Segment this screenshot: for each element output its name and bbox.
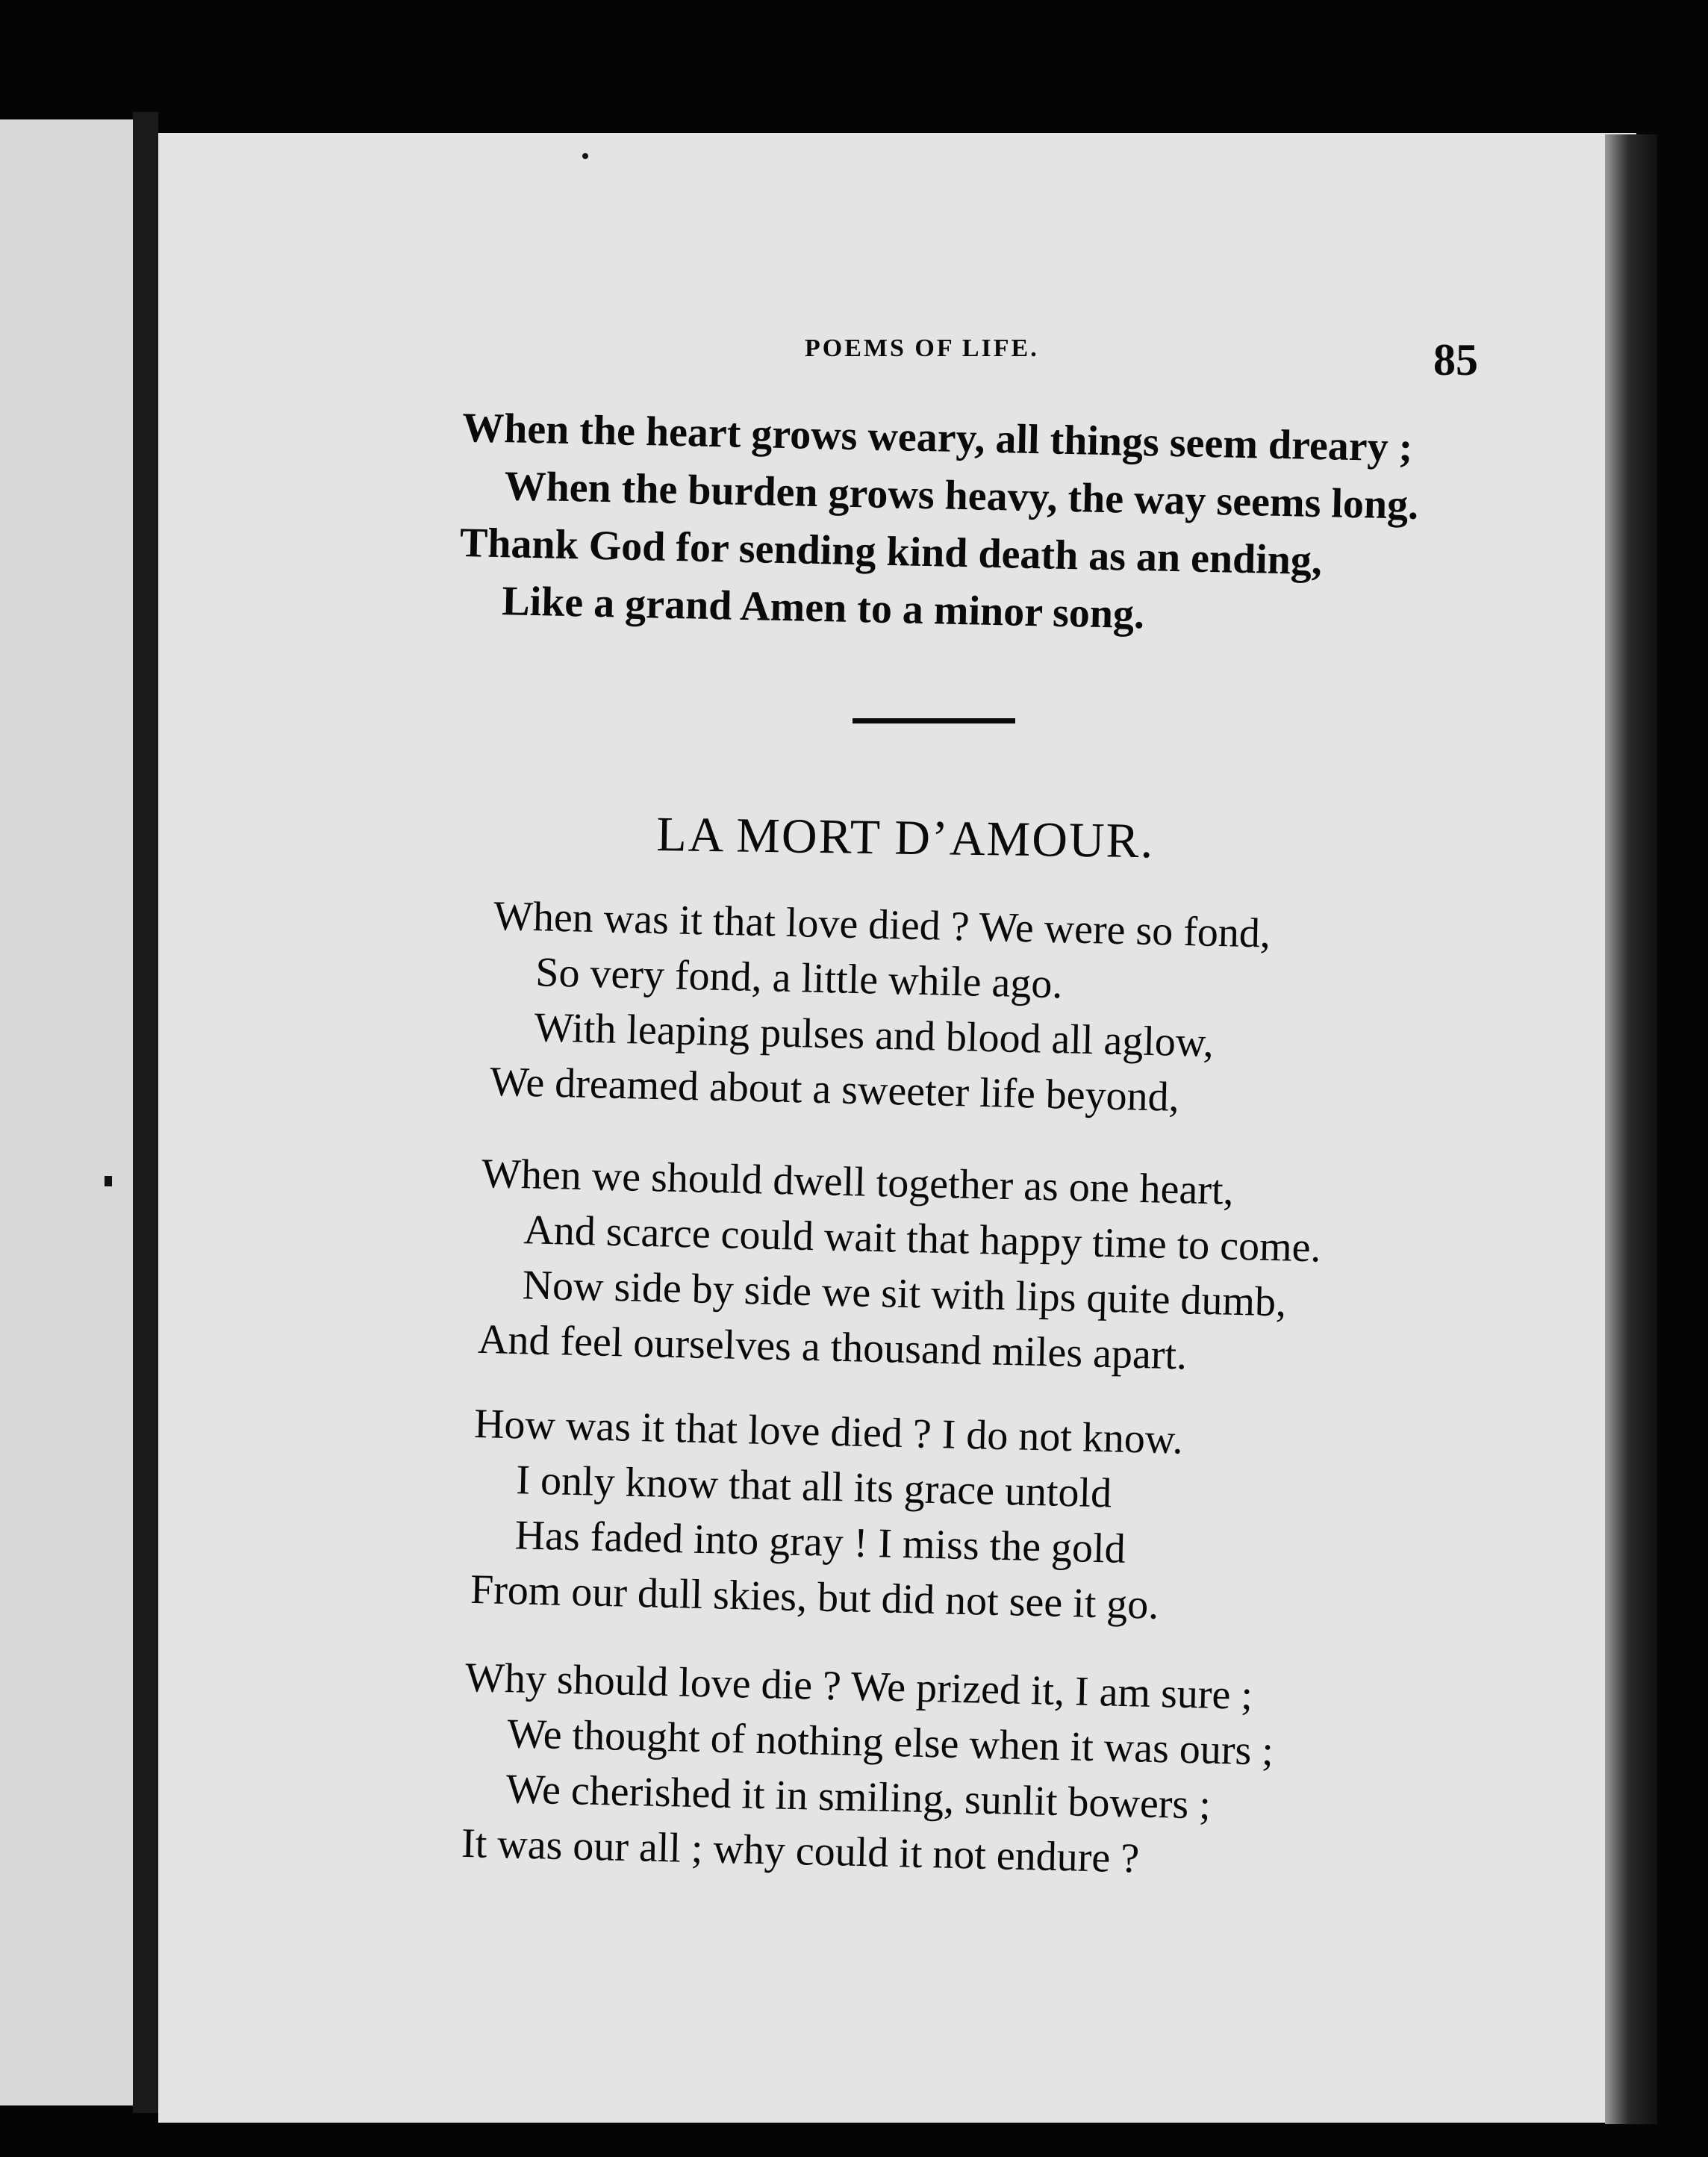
verse-line: We thought of nothing else when it was ours ; [506,1711,1274,1775]
verse-line: When we should dwell together as one heart, [481,1150,1235,1214]
verse-line: We cherished it in smiling, sunlit bowers ; [505,1766,1212,1828]
verse-line: And feel ourselves a thousand miles apart. [477,1316,1188,1379]
verse-line: Now side by side we sit with lips quite dumb, [522,1262,1287,1326]
section-divider-rule [853,718,1015,723]
book-gutter [133,112,158,2113]
verse-line: So very fond, a little while ago. [534,949,1064,1008]
poem-stanza-3 [470,1396,1183,1633]
verse-line: When the heart grows weary, all things seem dreary ; [461,404,1413,471]
left-page-edge [0,119,143,2105]
margin-mark [105,1176,112,1186]
verse-line: When the burden grows heavy, the way seems long. [503,463,1419,529]
verse-line: When was it that love died ? We were so fond, [493,892,1271,957]
verse-line: How was it that love died ? I do not know. [473,1400,1184,1463]
poem-stanza-2 [477,1146,1323,1386]
verse-line: With leaping pulses and blood all aglow, [534,1004,1215,1066]
poem-stanza-4 [461,1650,1275,1890]
verse-line: Why should love die ? We prized it, I am sure ; [464,1654,1253,1719]
verse-line: Has faded into gray ! I miss the gold [514,1512,1126,1572]
page-number: 85 [1433,335,1478,385]
poem-title: LA MORT D’AMOUR. [655,806,1155,869]
verse-line: It was our all ; why could it not endure ? [461,1820,1140,1882]
ink-speck [582,153,588,159]
verse-line: Thank God for sending kind death as an ending, [459,519,1323,585]
poem-stanza-1 [489,888,1271,1127]
verse-line: I only know that all its grace untold [515,1457,1112,1517]
verse-line: And scarce could wait that happy time to come. [523,1207,1322,1272]
verse-line: We dreamed about a sweeter life beyond, [489,1058,1180,1121]
running-head: POEMS OF LIFE. [805,334,1039,362]
verse-line: Like a grand Amen to a minor song. [501,578,1145,638]
previous-poem-stanza [458,399,1421,650]
verse-line: From our dull skies, but did not see it go. [470,1566,1160,1628]
page-stack-edge [1605,134,1657,2124]
